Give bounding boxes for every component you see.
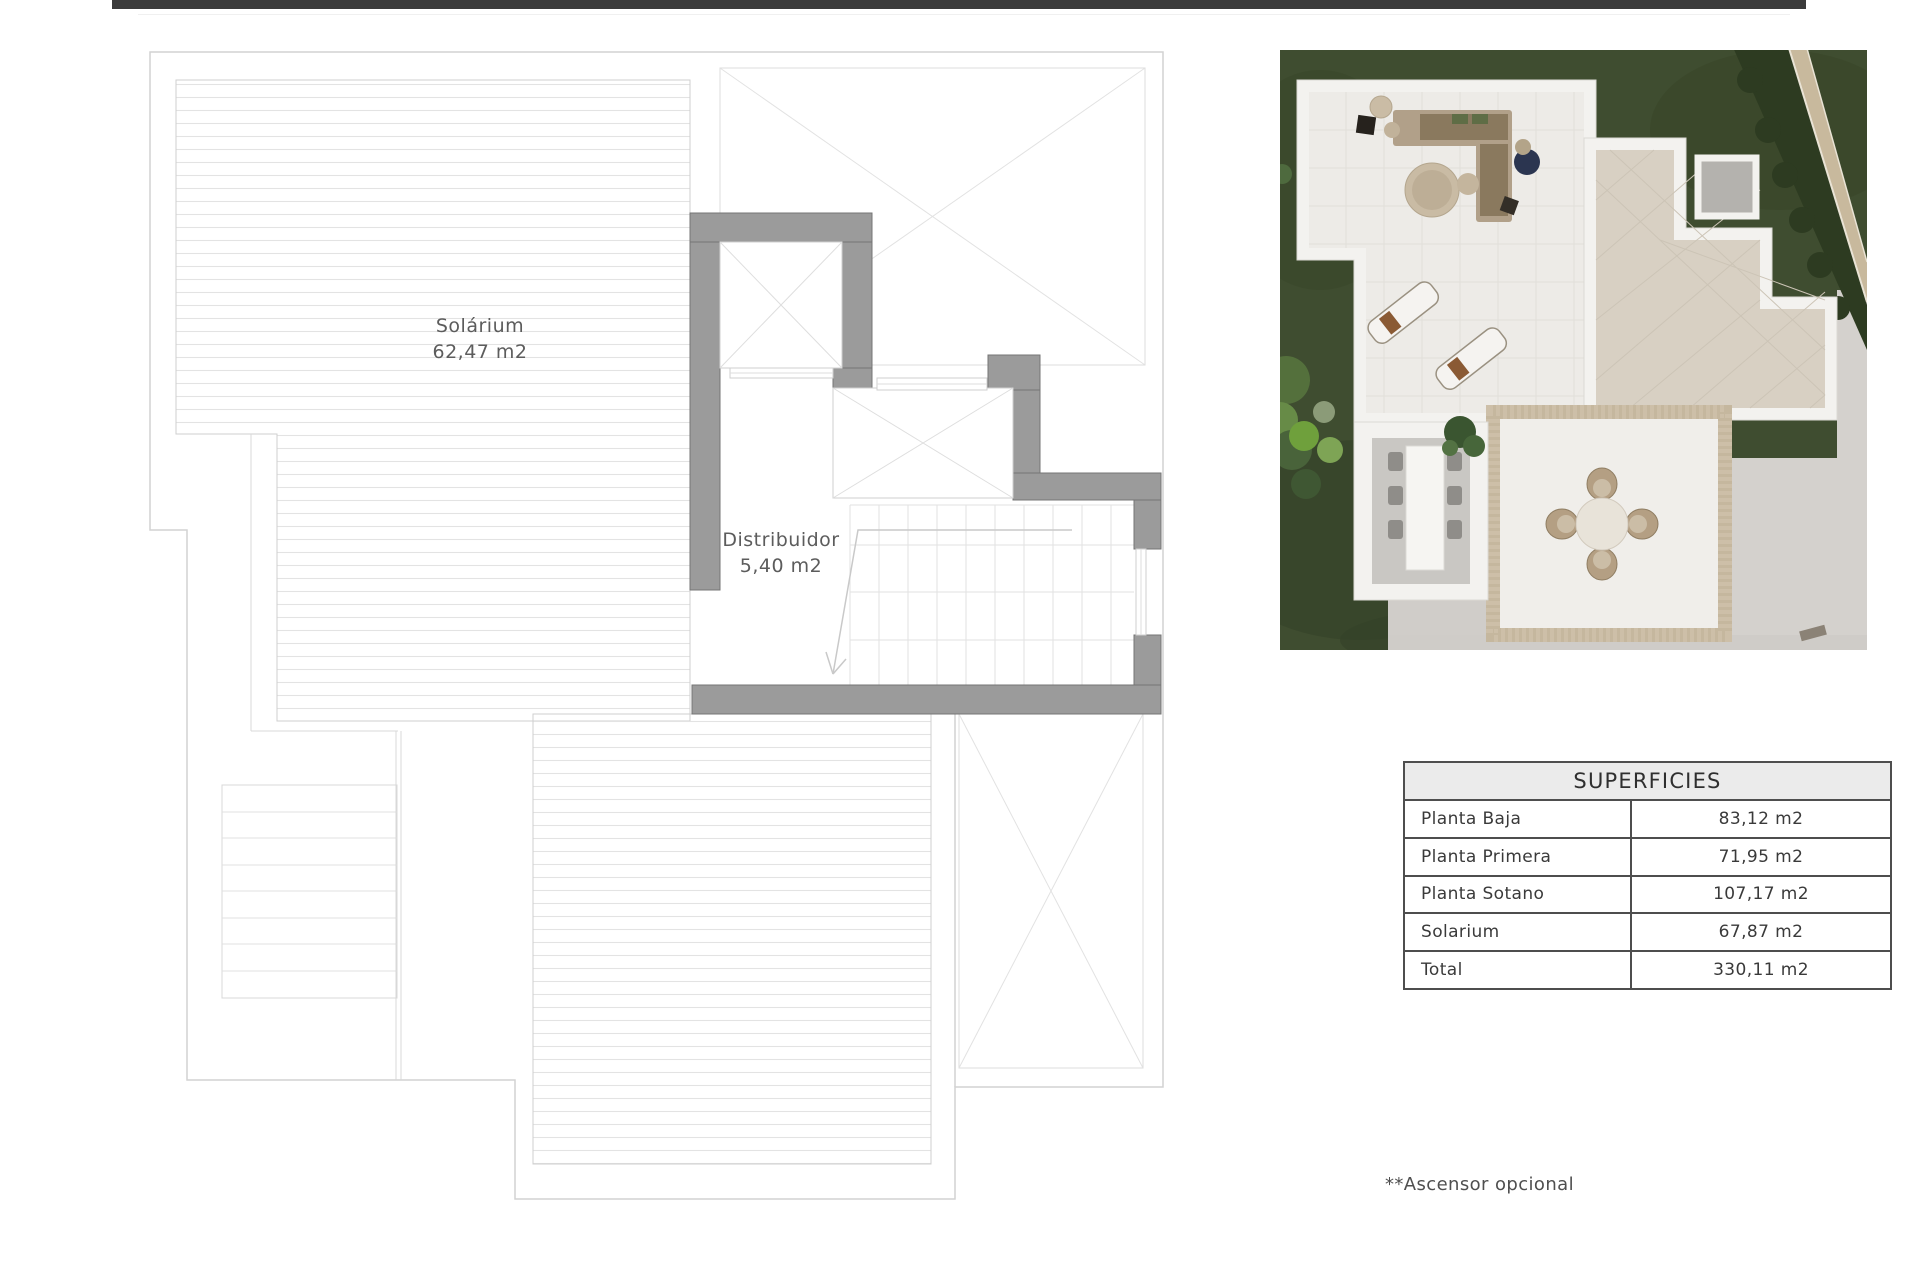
surfaces-table-title: SUPERFICIES — [1405, 763, 1890, 801]
elevator-footnote: **Ascensor opcional — [1385, 1174, 1574, 1195]
elevator-shaft — [720, 242, 842, 378]
table-row — [1405, 914, 1890, 952]
row-value: 83,12 m2 — [1718, 808, 1804, 829]
row-value: 330,11 m2 — [1713, 960, 1809, 981]
row-label: Planta Sotano — [1405, 877, 1632, 913]
distribuidor-room-area: 5,40 m2 — [739, 555, 823, 577]
lower-deck-hatch — [533, 714, 931, 1164]
row-value: 107,17 m2 — [1713, 884, 1809, 905]
aerial-render-image — [1280, 50, 1867, 650]
distribuidor-room-name: Distribuidor — [722, 529, 840, 551]
solarium-room-name: Solárium — [435, 315, 525, 337]
terrace-lightwell — [1698, 158, 1756, 216]
solarium-deck-hatch — [176, 80, 690, 721]
roof-area-lower-right — [959, 714, 1143, 1068]
row-label: Total — [1405, 952, 1632, 988]
table-row — [1405, 952, 1890, 988]
skylight — [833, 378, 1013, 498]
distribuidor-room-label — [646, 527, 916, 579]
solarium-room-area: 62,47 m2 — [432, 341, 528, 363]
exterior-stairs — [222, 785, 397, 998]
row-label: Planta Baja — [1405, 801, 1632, 837]
surfaces-table — [1403, 761, 1892, 990]
row-label: Planta Primera — [1405, 839, 1632, 875]
row-value: 71,95 m2 — [1718, 846, 1804, 867]
row-value: 67,87 m2 — [1718, 922, 1804, 943]
pergola-dining — [1354, 416, 1488, 600]
solarium-room-label — [340, 313, 620, 365]
coffee-tray — [1356, 115, 1376, 135]
aerial-render-scene — [1280, 50, 1867, 650]
window-right-wall — [1136, 549, 1146, 635]
row-label: Solarium — [1405, 914, 1632, 950]
table-row — [1405, 801, 1890, 839]
table-row — [1405, 839, 1890, 877]
table-row — [1405, 877, 1890, 915]
